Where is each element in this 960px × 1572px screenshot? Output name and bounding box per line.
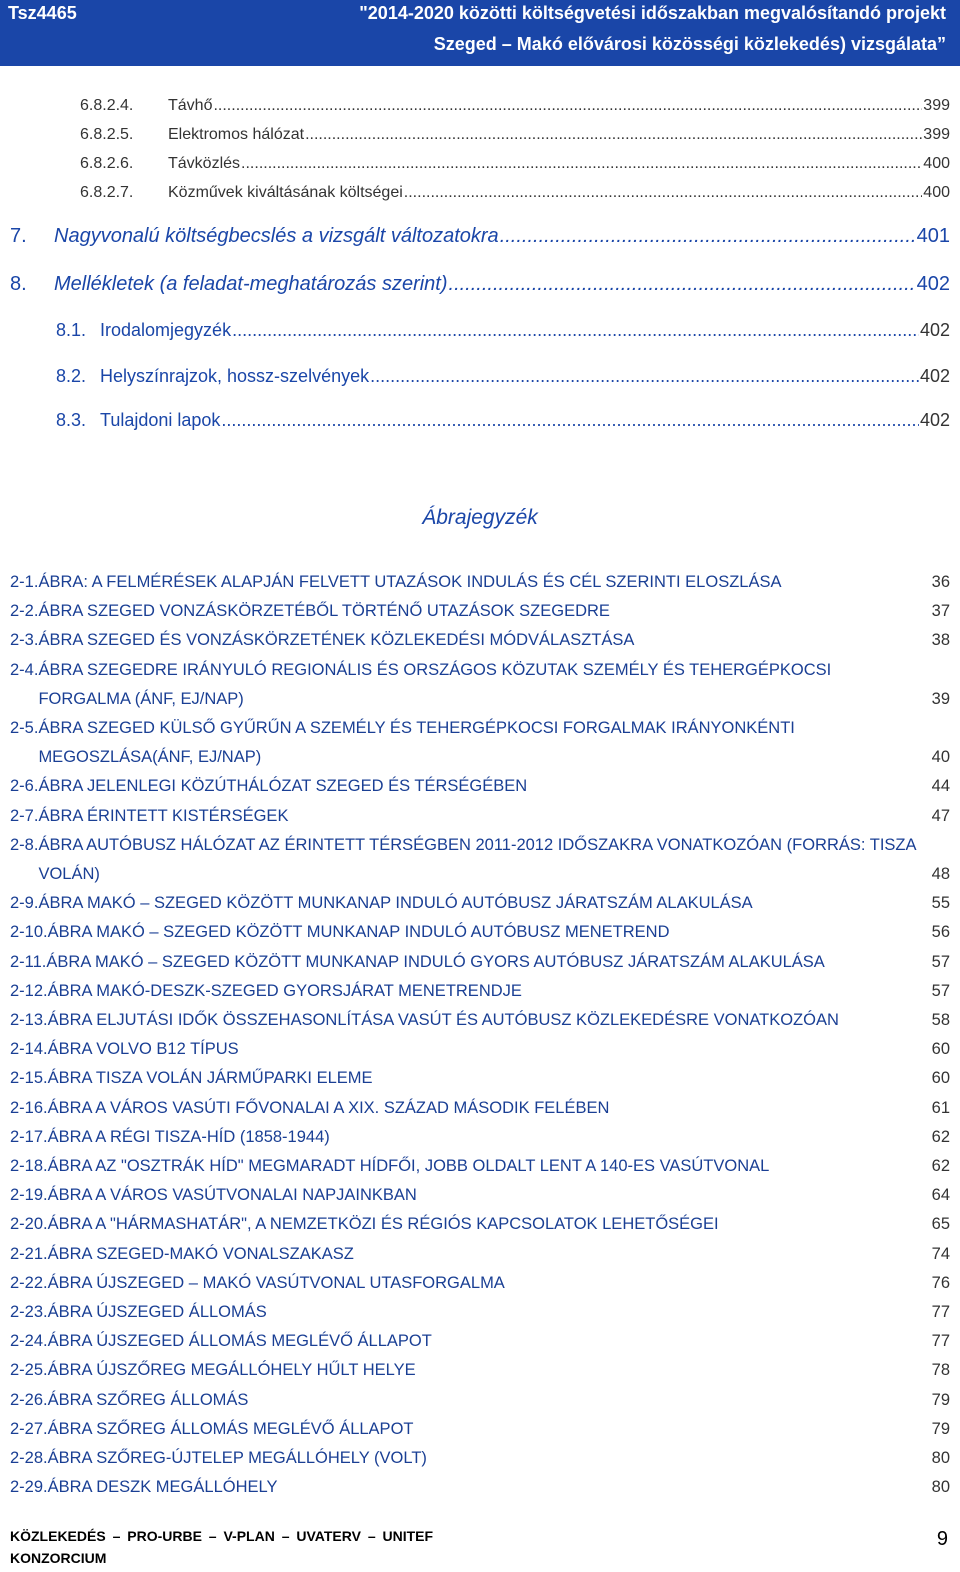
figure-page: 58 — [931, 1011, 950, 1030]
figure-page: 37 — [931, 602, 950, 621]
figure-number: 2-18. — [10, 1157, 48, 1176]
figure-title: ÁBRA A "HÁRMASHATÁR", A NEMZETKÖZI ÉS RÉGIÓS KAPCSOLATOK LEHETŐSÉGEI — [47, 1215, 719, 1234]
figure-number: 2-2. — [10, 602, 39, 621]
figure-page: 60 — [931, 1069, 950, 1088]
figure-title: ÁBRA MAKÓ – SZEGED KÖZÖTT MUNKANAP INDULÓ AUTÓBUSZ JÁRATSZÁM ALAKULÁSA — [38, 894, 753, 913]
figure-entry[interactable] — [10, 1240, 950, 1269]
toc-title: Közművek kiváltásának költségei — [168, 184, 403, 201]
figure-entry[interactable] — [10, 1356, 950, 1385]
toc-title: Távközlés — [168, 155, 241, 172]
figure-title: ÁBRA ÚJSZEGED ÁLLOMÁS MEGLÉVŐ ÁLLAPOT — [47, 1332, 432, 1351]
figure-entry[interactable] — [10, 918, 950, 947]
figure-page: 79 — [931, 1390, 950, 1409]
figure-page: 36 — [931, 573, 950, 591]
figure-entry[interactable] — [10, 626, 950, 655]
figure-number: 2-24. — [10, 1332, 48, 1351]
figure-number: 2-15. — [10, 1069, 48, 1088]
page-number: 9 — [936, 1528, 948, 1550]
figure-entry[interactable] — [10, 568, 950, 597]
figure-page: 77 — [931, 1332, 950, 1351]
toc-number: 7. — [10, 225, 27, 247]
toc-page: 399 — [923, 97, 950, 114]
dot-leader — [241, 155, 922, 173]
toc-page: 400 — [923, 155, 950, 172]
figure-number: 2-8. — [10, 835, 39, 854]
figure-entry[interactable] — [10, 1123, 950, 1152]
toc-page: 401 — [916, 225, 950, 247]
toc-entry[interactable] — [80, 184, 950, 202]
figures-heading: Ábrajegyzék — [422, 506, 538, 529]
figure-number: 2-17. — [10, 1127, 48, 1146]
figure-title: ÁBRA SZŐREG ÁLLOMÁS — [47, 1390, 249, 1409]
figure-title: ÁBRA A VÁROS VASÚTI FŐVONALAI A XIX. SZÁZAD MÁSODIK FELÉBEN — [47, 1098, 610, 1117]
figure-number: 2-12. — [10, 981, 48, 1000]
toc-title: Nagyvonalú költségbecslés a vizsgált változatokra — [54, 225, 499, 247]
toc-section-entry[interactable] — [56, 410, 950, 431]
figure-title: ÁBRA: A FELMÉRÉSEK ALAPJÁN FELVETT UTAZÁSOK INDULÁS ÉS CÉL SZERINTI ELOSZLÁSA — [38, 573, 782, 591]
figure-number: 2-6. — [10, 777, 39, 796]
figure-page: 61 — [931, 1098, 950, 1117]
figure-title: ÁBRA ELJUTÁSI IDŐK ÖSSZEHASONLÍTÁSA VASÚT ÉS AUTÓBUSZ KÖZLEKEDÉSRE VONATKOZÓAN — [47, 1011, 839, 1030]
toc-number: 8.1. — [56, 320, 87, 340]
figure-title: ÁBRA A RÉGI TISZA-HÍD (1858-1944) — [47, 1127, 330, 1146]
figure-page: 64 — [931, 1186, 950, 1205]
toc-title: Elektromos hálózat — [168, 126, 305, 143]
figure-entry[interactable] — [10, 1327, 950, 1356]
figure-title: ÁBRA MAKÓ – SZEGED KÖZÖTT MUNKANAP INDULÓ GYORS AUTÓBUSZ JÁRATSZÁM ALAKULÁSA — [46, 952, 825, 971]
figure-entry[interactable] — [10, 1210, 950, 1239]
figure-page: 48 — [931, 865, 950, 884]
figure-page: 44 — [931, 777, 950, 796]
figure-entry[interactable] — [10, 1269, 950, 1298]
figure-title: ÁBRA JELENLEGI KÖZÚTHÁLÓZAT SZEGED ÉS TÉRSÉGÉBEN — [38, 777, 528, 796]
project-title-line-2: Szeged – Makó elővárosi közösségi közlekedés) vizsgálata” — [433, 34, 946, 54]
figure-title: ÁBRA SZŐREG ÁLLOMÁS MEGLÉVŐ ÁLLAPOT — [47, 1419, 414, 1438]
figure-title: ÁBRA ÚJSZEGED – MAKÓ VASÚTVONAL UTASFORGALMA — [47, 1273, 505, 1292]
figure-page: 40 — [931, 748, 950, 767]
toc-number: 8.2. — [56, 366, 87, 386]
dot-leader — [305, 126, 922, 144]
figure-page: 47 — [931, 806, 950, 825]
dot-leader — [500, 225, 916, 248]
figure-number: 2-20. — [10, 1215, 48, 1234]
toc-number: 6.8.2.4. — [80, 97, 134, 114]
figure-entry[interactable] — [10, 1473, 950, 1502]
figure-entry[interactable] — [10, 1064, 950, 1093]
toc-number: 8. — [10, 273, 27, 295]
figure-page: 80 — [931, 1449, 950, 1468]
figure-title: ÁBRA SZŐREG-ÚJTELEP MEGÁLLÓHELY (VOLT) — [47, 1449, 427, 1468]
figure-title: ÁBRA ÉRINTETT KISTÉRSÉGEK — [38, 806, 289, 825]
figure-title: ÁBRA MAKÓ – SZEGED KÖZÖTT MUNKANAP INDULÓ AUTÓBUSZ MENETREND — [47, 923, 670, 942]
figure-entry[interactable] — [10, 597, 950, 626]
figure-number: 2-22. — [10, 1273, 48, 1292]
figure-number: 2-16. — [10, 1098, 48, 1117]
figure-title: ÁBRA SZEGED ÉS VONZÁSKÖRZETÉNEK KÖZLEKEDÉSI MÓDVÁLASZTÁSA — [38, 631, 635, 650]
figure-number: 2-7. — [10, 806, 39, 825]
figure-number: 2-14. — [10, 1040, 48, 1059]
figure-list — [10, 568, 950, 1503]
figure-title: ÁBRA A VÁROS VASÚTVONALAI NAPJAINKBAN — [47, 1186, 417, 1205]
figure-number: 2-11. — [10, 952, 47, 971]
figure-entry[interactable] — [10, 1152, 950, 1181]
figure-number: 2-25. — [10, 1361, 48, 1380]
figure-entry[interactable] — [10, 1386, 950, 1415]
dot-leader — [404, 184, 923, 202]
toc-page: 400 — [923, 184, 950, 201]
dot-leader — [213, 97, 922, 115]
dot-leader — [370, 366, 919, 387]
toc-title: Távhő — [168, 97, 213, 114]
figure-entry[interactable] — [10, 1181, 950, 1210]
figure-page: 65 — [931, 1215, 950, 1234]
document-code: Tsz4465 — [8, 3, 77, 23]
figure-number: 2-21. — [10, 1244, 48, 1263]
figure-title: ÁBRA VOLVO B12 TÍPUS — [47, 1040, 239, 1059]
dot-leader — [449, 273, 916, 296]
dot-leader — [221, 410, 919, 431]
toc-page: 399 — [923, 126, 950, 143]
toc-number: 6.8.2.5. — [80, 126, 134, 143]
figure-number: 2-29. — [10, 1478, 48, 1497]
figure-entry[interactable] — [10, 1035, 950, 1064]
figure-number: 2-27. — [10, 1419, 48, 1438]
toc-title: Tulajdoni lapok — [100, 410, 221, 430]
figure-title: ÁBRA ÚJSZEGED ÁLLOMÁS — [47, 1303, 267, 1322]
figure-entry[interactable] — [10, 656, 950, 714]
figure-title: ÁBRA MAKÓ-DESZK-SZEGED GYORSJÁRAT MENETRENDJE — [47, 981, 522, 1000]
toc-entry[interactable] — [80, 126, 950, 144]
footer-consortium: KÖZLEKEDÉS – PRO-URBE – V-PLAN – UVATERV – UNITEF KONZORCIUM — [10, 1528, 434, 1566]
figure-page: 39 — [931, 689, 950, 708]
figure-page: 80 — [931, 1478, 950, 1497]
figure-title: ÁBRA SZEGED KÜLSŐ GYŰRŰN A SZEMÉLY ÉS TEHERGÉPKOCSI FORGALMAK IRÁNYONKÉNTI MEGOSZLÁSA(ÁNF, EJ/NAP) — [38, 719, 795, 767]
figure-page: 57 — [931, 952, 950, 971]
figure-page: 62 — [931, 1127, 950, 1146]
figure-number: 2-4. — [10, 660, 39, 679]
figure-page: 60 — [931, 1040, 950, 1059]
figure-page: 38 — [931, 631, 950, 650]
toc-chapter-entry[interactable] — [10, 273, 950, 296]
figure-title: ÁBRA SZEGED VONZÁSKÖRZETÉBŐL TÖRTÉNŐ UTAZÁSOK SZEGEDRE — [38, 602, 610, 621]
figure-entry[interactable] — [10, 889, 950, 918]
toc-entry[interactable] — [80, 97, 950, 115]
figure-number: 2-26. — [10, 1390, 48, 1409]
figure-page: 79 — [931, 1419, 950, 1438]
figure-page: 55 — [931, 894, 950, 913]
toc-page: 402 — [919, 410, 950, 430]
toc-title: Mellékletek (a feladat-meghatározás szerint) — [54, 273, 448, 295]
figure-entry[interactable] — [10, 977, 950, 1006]
figure-entry[interactable] — [10, 831, 950, 889]
figure-page: 56 — [931, 923, 950, 942]
figure-page: 77 — [931, 1303, 950, 1322]
figure-title: ÁBRA AUTÓBUSZ HÁLÓZAT AZ ÉRINTETT TÉRSÉGBEN 2011-2012 IDŐSZAKRA VONATKOZÓAN (FORRÁS: TISZA VOLÁN) — [38, 835, 916, 884]
figure-page: 62 — [931, 1157, 950, 1176]
figure-title: ÁBRA DESZK MEGÁLLÓHELY — [47, 1478, 278, 1497]
figure-entry[interactable] — [10, 1444, 950, 1473]
figure-entry[interactable] — [10, 772, 950, 801]
project-title-line-1: "2014-2020 közötti költségvetési időszakban megvalósítandó projekt — [359, 3, 946, 23]
figure-number: 2-19. — [10, 1186, 48, 1205]
figure-entry[interactable] — [10, 1006, 950, 1035]
toc-page: 402 — [919, 320, 950, 340]
toc-chapter-entry[interactable] — [10, 225, 950, 248]
figure-number: 2-13. — [10, 1011, 48, 1030]
figure-page: 78 — [931, 1361, 950, 1380]
toc-page: 402 — [919, 366, 950, 386]
dot-leader — [232, 320, 919, 341]
figure-title: ÁBRA SZEGED-MAKÓ VONALSZAKASZ — [47, 1244, 354, 1263]
figure-page: 74 — [931, 1244, 950, 1263]
toc-number: 6.8.2.7. — [80, 184, 134, 201]
figure-title: ÁBRA TISZA VOLÁN JÁRMŰPARKI ELEME — [47, 1069, 373, 1088]
figure-entry[interactable] — [10, 1094, 950, 1123]
figure-number: 2-9. — [10, 894, 39, 913]
page-header — [0, 0, 960, 66]
figure-entry[interactable] — [10, 1415, 950, 1444]
toc-number: 8.3. — [56, 410, 87, 430]
toc-number: 6.8.2.6. — [80, 155, 134, 172]
figure-page: 76 — [931, 1273, 950, 1292]
figure-number: 2-1. — [10, 573, 39, 591]
toc-section-entry[interactable] — [56, 320, 950, 341]
toc-section-entry[interactable] — [56, 366, 950, 387]
toc-page: 402 — [916, 273, 950, 295]
toc-title: Irodalomjegyzék — [100, 320, 232, 340]
figure-page: 57 — [931, 981, 950, 1000]
figure-title: ÁBRA AZ "OSZTRÁK HÍD" MEGMARADT HÍDFŐI, JOBB OLDALT LENT A 140-ES VASÚTVONAL — [47, 1157, 770, 1176]
figure-entry[interactable] — [10, 802, 950, 831]
figure-number: 2-3. — [10, 631, 39, 650]
toc-entry[interactable] — [80, 155, 950, 173]
figure-number: 2-10. — [10, 923, 48, 942]
toc-title: Helyszínrajzok, hossz-szelvények — [100, 366, 370, 386]
figure-number: 2-5. — [10, 719, 39, 738]
figure-title: ÁBRA ÚJSZŐREG MEGÁLLÓHELY HŰLT HELYE — [47, 1361, 416, 1380]
figure-title: ÁBRA SZEGEDRE IRÁNYULÓ REGIONÁLIS ÉS ORSZÁGOS KÖZUTAK SZEMÉLY ÉS TEHERGÉPKOCSI FORGALMA (ÁNF, EJ/NAP) — [38, 660, 832, 708]
figure-number: 2-28. — [10, 1449, 48, 1468]
figure-entry[interactable] — [10, 714, 950, 772]
figure-entry[interactable] — [10, 948, 950, 977]
figure-number: 2-23. — [10, 1303, 48, 1322]
figure-entry[interactable] — [10, 1298, 950, 1327]
